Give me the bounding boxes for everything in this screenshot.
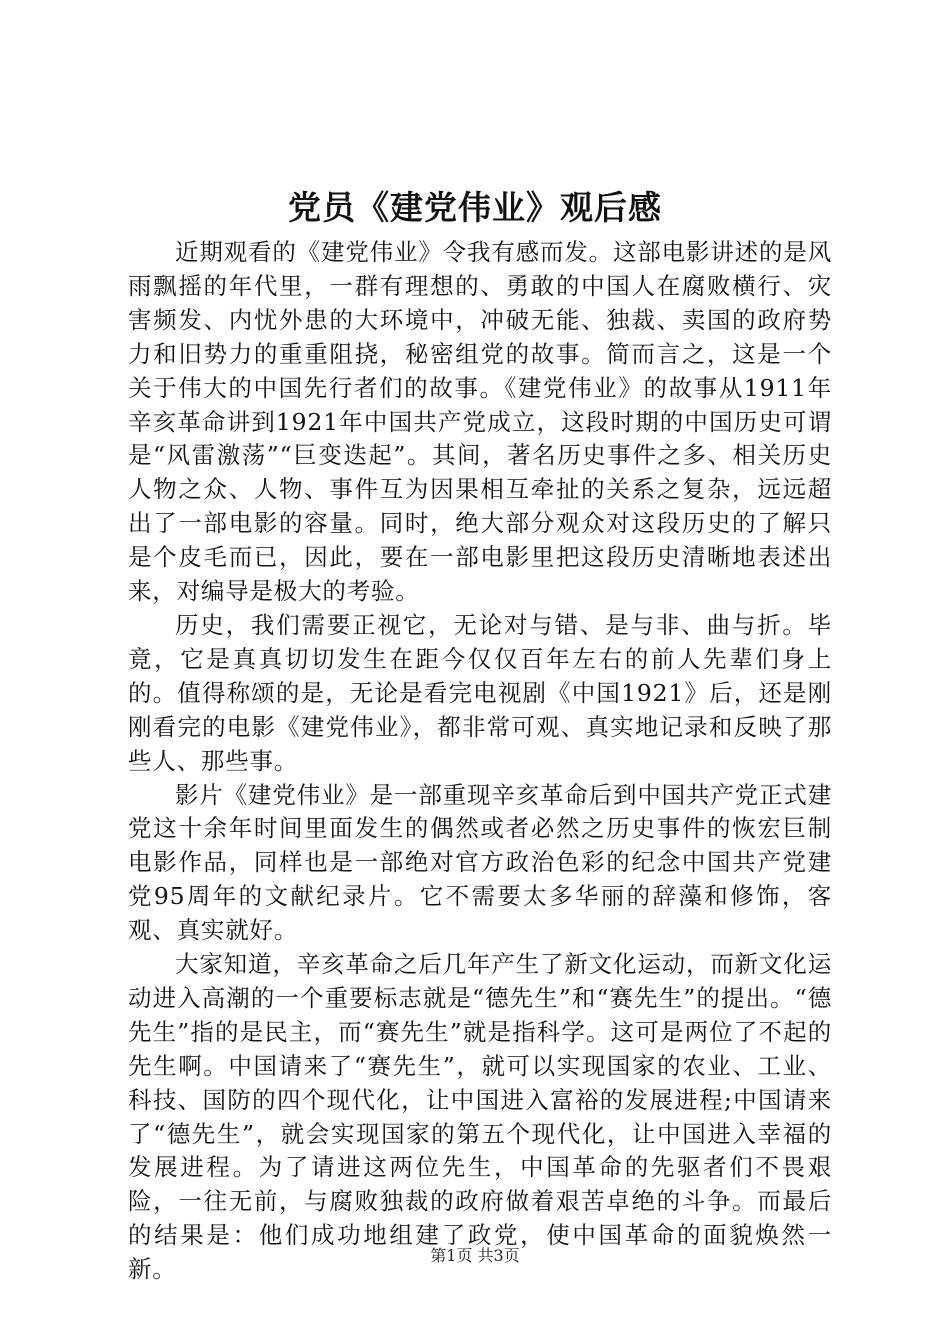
page-number-footer: 第1页 共3页 [430,1246,520,1265]
document-body [128,236,832,1287]
paragraph-3: 影片《建党伟业》是一部重现辛亥革命后到中国共产党正式建党这十余年时间里面发生的偶然或者必然之历史事件的恢宏巨制电影作品，同样也是一部绝对官方政治色彩的纪念中国共产党建党95周年的文献纪录片。它不需要太多华丽的辞藻和修饰，客观、真实就好。 [128,780,832,945]
paragraph-4: 大家知道，辛亥革命之后几年产生了新文化运动，而新文化运动进入高潮的一个重要标志就是“德先生”和“赛先生”的提出。“德先生”指的是民主，而“赛先生”就是指科学。这可是两位了不起的先生啊。中国请来了“赛先生”，就可以实现国家的农业、工业、科技、国防的四个现代化，让中国进入富裕的发展进程;中国请来了“德先生”，就会实现国家的第五个现代化，让中国进入幸福的发展进程。为了请进这两位先生，中国革命的先驱者们不畏艰险，一往无前，与腐败独裁的政府做着艰苦卓绝的斗争。而最后的结果是：他们成功地组建了政党，使中国革命的面貌焕然一新。 [128,950,832,1284]
paragraph-2: 历史，我们需要正视它，无论对与错、是与非、曲与折。毕竟，它是真真切切发生在距今仅仅百年左右的前人先辈们身上的。值得称颂的是，无论是看完电视剧《中国1921》后，还是刚刚看完的电影《建党伟业》，都非常可观、真实地记录和反映了那些人、那些事。 [128,610,832,775]
document-title: 党员《建党伟业》观后感 [288,188,662,227]
paragraph-1: 近期观看的《建党伟业》令我有感而发。这部电影讲述的是风雨飘摇的年代里，一群有理想的、勇敢的中国人在腐败横行、灾害频发、内忧外患的大环境中，冲破无能、独裁、卖国的政府势力和旧势力的重重阻挠，秘密组党的故事。简而言之，这是一个关于伟大的中国先行者们的故事。《建党伟业》的故事从1911年辛亥革命讲到1921年中国共产党成立，这段时期的中国历史可谓是“风雷激荡”“巨变迭起”。其间，著名历史事件之多、相关历史人物之众、人物、事件互为因果相互牵扯的关系之复杂，远远超出了一部电影的容量。同时，绝大部分观众对这段历史的了解只是个皮毛而已，因此，要在一部电影里把这段历史清晰地表述出来，对编导是极大的考验。 [128,238,832,606]
